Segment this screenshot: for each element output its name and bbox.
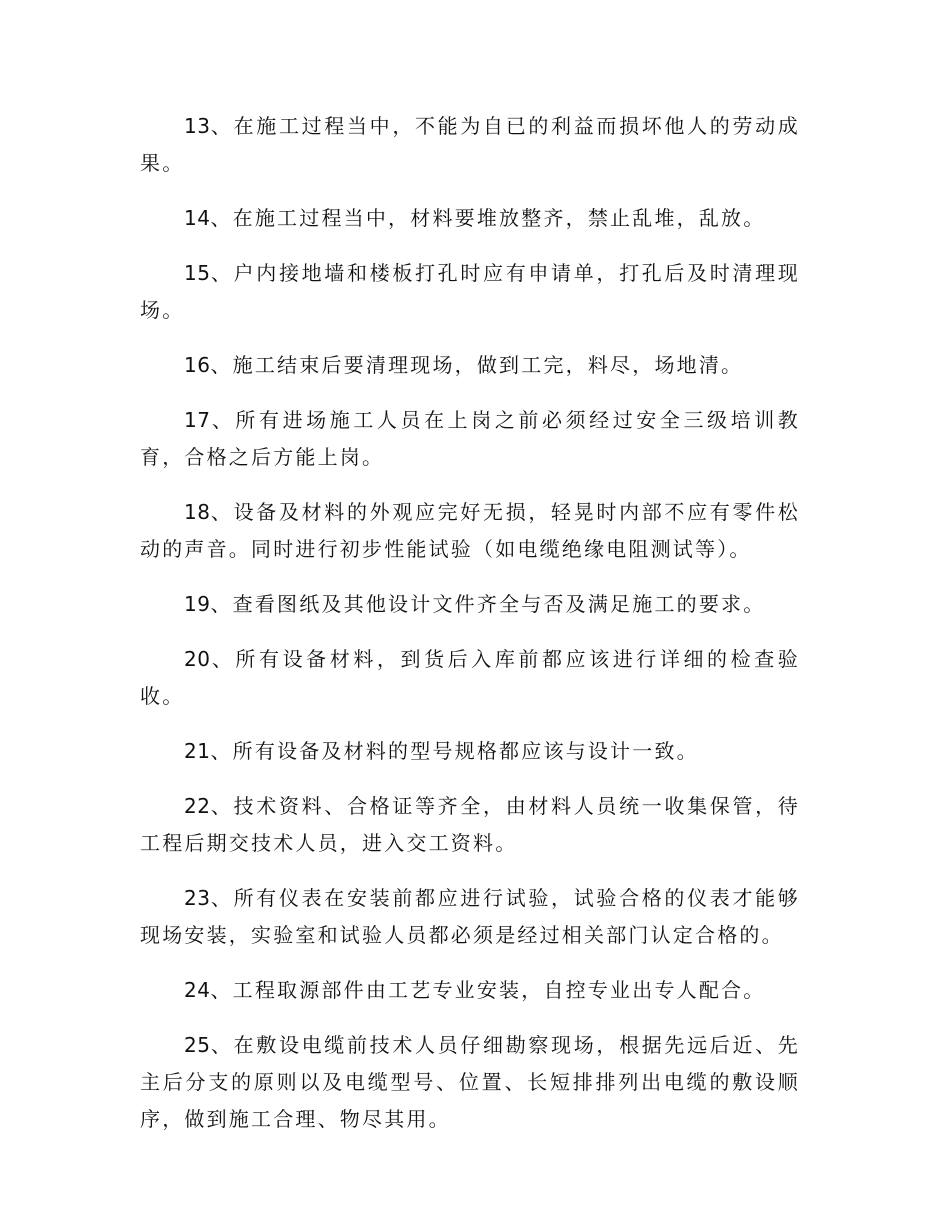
paragraph-18	[140, 494, 800, 568]
paragraph-23	[140, 880, 800, 954]
item-text: 、设备及材料的外观应完好无损，轻晃时内部不应有零件松动的声音。同时进行初步性能试验（如电缆绝缘电阻测试等）。	[140, 500, 800, 561]
paragraph-20	[140, 641, 800, 715]
item-number: 13	[184, 114, 211, 138]
paragraph-25	[140, 1027, 800, 1138]
paragraph-14	[140, 200, 800, 237]
paragraph-24	[140, 972, 800, 1009]
item-text: 、工程取源部件由工艺专业安装，自控专业出专人配合。	[210, 978, 766, 1002]
item-number: 23	[184, 886, 211, 910]
paragraph-16	[140, 347, 800, 384]
paragraph-22	[140, 788, 800, 862]
item-number: 21	[184, 739, 211, 763]
paragraph-19	[140, 586, 800, 623]
item-text: 、查看图纸及其他设计文件齐全与否及满足施工的要求。	[210, 592, 766, 616]
paragraph-17	[140, 402, 800, 476]
item-text: 、施工结束后要清理现场，做到工完，料尽，场地清。	[210, 353, 744, 377]
item-text: 、在敷设电缆前技术人员仔细勘察现场，根据先远后近、先主后分支的原则以及电缆型号、位置、长短排排列出电缆的敷设顺序，做到施工合理、物尽其用。	[140, 1033, 800, 1131]
paragraph-21	[140, 733, 800, 770]
item-number: 22	[184, 794, 211, 818]
item-number: 14	[184, 206, 211, 230]
document-body	[140, 108, 800, 1156]
item-number: 16	[184, 353, 211, 377]
item-number: 19	[184, 592, 211, 616]
item-text: 、所有仪表在安装前都应进行试验，试验合格的仪表才能够现场安装，实验室和试验人员都必须是经过相关部门认定合格的。	[140, 886, 800, 947]
item-text: 、技术资料、合格证等齐全，由材料人员统一收集保管，待工程后期交技术人员，进入交工资料。	[140, 794, 800, 855]
item-number: 17	[184, 408, 211, 432]
item-text: 、所有设备材料，到货后入库前都应该进行详细的检查验收。	[140, 647, 800, 708]
item-text: 、在施工过程当中，不能为自已的利益而损坏他人的劳动成果。	[140, 114, 800, 175]
item-text: 、所有设备及材料的型号规格都应该与设计一致。	[210, 739, 699, 763]
item-number: 18	[184, 500, 211, 524]
item-text: 、所有进场施工人员在上岗之前必须经过安全三级培训教育，合格之后方能上岗。	[140, 408, 800, 469]
paragraph-15	[140, 255, 800, 329]
item-text: 、户内接地墙和楼板打孔时应有申请单，打孔后及时清理现场。	[140, 261, 800, 322]
item-text: 、在施工过程当中，材料要堆放整齐，禁止乱堆，乱放。	[210, 206, 766, 230]
item-number: 20	[184, 647, 211, 671]
item-number: 15	[184, 261, 211, 285]
item-number: 24	[184, 978, 211, 1002]
item-number: 25	[184, 1033, 211, 1057]
paragraph-13	[140, 108, 800, 182]
